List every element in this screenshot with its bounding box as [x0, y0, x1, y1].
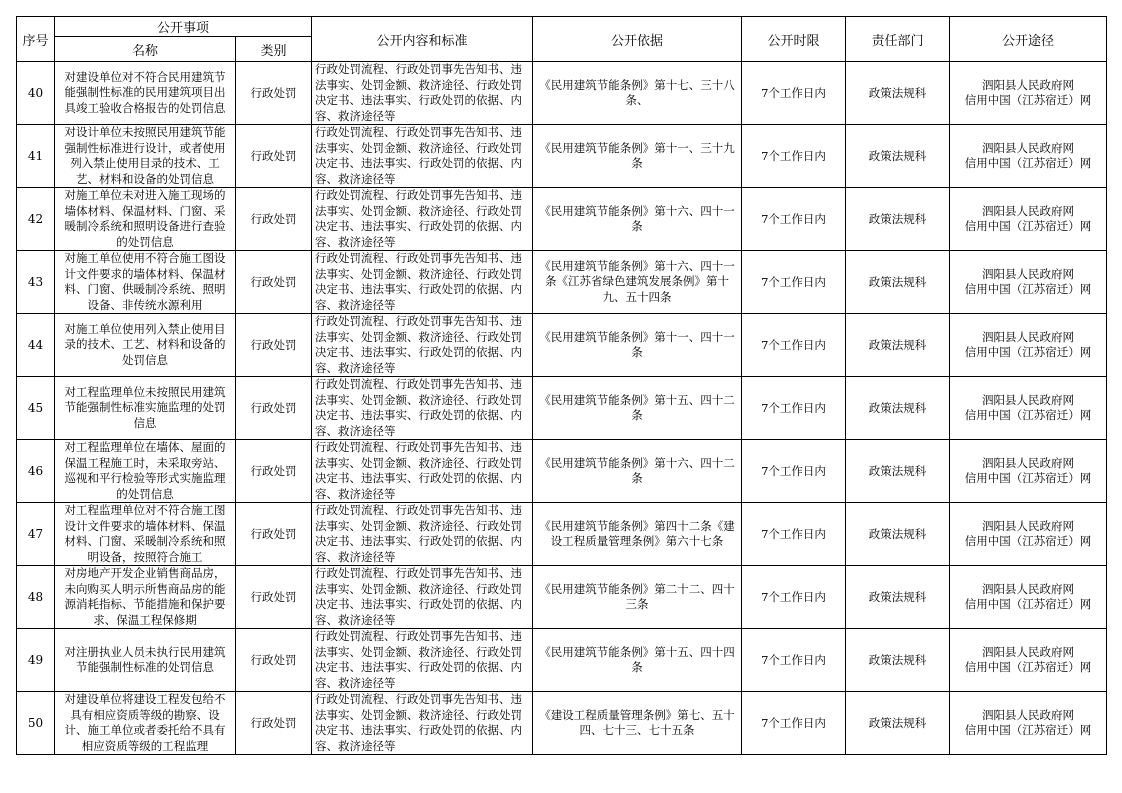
row-number: 44: [17, 314, 55, 377]
item-department: 政策法规科: [846, 188, 950, 251]
item-channel: [950, 330, 1106, 361]
item-content: 行政处罚流程、行政处罚事先告知书、违法事实、处罚金额、救济途径、行政处罚决定书、违法事实、行政处罚的依据、内容、救济途径等: [315, 440, 523, 501]
item-channel: [950, 456, 1106, 487]
item-time-limit: 7个工作日内: [742, 566, 846, 629]
channel-credit-site: 信用中国（江苏宿迁）网: [964, 597, 1092, 611]
item-department: 政策法规科: [846, 314, 950, 377]
item-content: 行政处罚流程、行政处罚事先告知书、违法事实、处罚金额、救济途径、行政处罚决定书、违法事实、行政处罚的依据、内容、救济途径等: [315, 314, 523, 375]
channel-government-site: 泗阳县人民政府网: [982, 707, 1075, 722]
channel-credit-site: 信用中国（江苏宿迁）网: [964, 219, 1092, 233]
item-department: 政策法规科: [846, 125, 950, 188]
channel-government-site: 泗阳县人民政府网: [982, 77, 1075, 92]
table-row: [17, 377, 1107, 440]
item-category: 行政处罚: [236, 629, 312, 692]
item-content: 行政处罚流程、行政处罚事先告知书、违法事实、处罚金额、救济途径、行政处罚决定书、违法事实、行政处罚的依据、内容、救济途径等: [315, 566, 523, 627]
channel-credit-site: 信用中国（江苏宿迁）网: [964, 471, 1092, 485]
item-channel: [950, 582, 1106, 613]
item-time-limit: 7个工作日内: [742, 503, 846, 566]
row-number: 49: [17, 629, 55, 692]
channel-government-site: 泗阳县人民政府网: [982, 329, 1075, 344]
header-content: 公开内容和标准: [312, 17, 533, 62]
item-department: 政策法规科: [846, 377, 950, 440]
item-category: 行政处罚: [236, 314, 312, 377]
item-name: 对设计单位未按照民用建筑节能强制性标准进行设计，或者使用列入禁止使用目录的技术、工艺、材料和设备的处罚信息: [64, 125, 226, 186]
channel-government-site: 泗阳县人民政府网: [982, 203, 1075, 218]
item-channel: [950, 393, 1106, 424]
row-number: 42: [17, 188, 55, 251]
item-name: 对施工单位未对进入施工现场的墙体材料、保温材料、门窗、采暖制冷系统和照明设备进行查验的处罚信息: [64, 188, 226, 249]
header-time-limit: 公开时限: [742, 17, 846, 62]
item-content: 行政处罚流程、行政处罚事先告知书、违法事实、处罚金额、救济途径、行政处罚决定书、违法事实、行政处罚的依据、内容、救济途径等: [315, 251, 523, 312]
item-name: 对房地产开发企业销售商品房，未向购买人明示所售商品房的能源消耗指标、节能措施和保护要求、保温工程保修期: [64, 566, 226, 627]
item-basis: 《建设工程质量管理条例》第七、五十四、七十三、七十五条: [539, 707, 735, 737]
item-time-limit: 7个工作日内: [742, 377, 846, 440]
row-number: 41: [17, 125, 55, 188]
header-name: 名称: [55, 37, 236, 62]
item-department: 政策法规科: [846, 629, 950, 692]
table-row: [17, 188, 1107, 251]
item-time-limit: 7个工作日内: [742, 62, 846, 125]
channel-credit-site: 信用中国（江苏宿迁）网: [964, 93, 1092, 107]
channel-government-site: 泗阳县人民政府网: [982, 644, 1075, 659]
header-basis: 公开依据: [533, 17, 742, 62]
item-category: 行政处罚: [236, 125, 312, 188]
item-content: 行政处罚流程、行政处罚事先告知书、违法事实、处罚金额、救济途径、行政处罚决定书、违法事实、行政处罚的依据、内容、救济途径等: [315, 377, 523, 438]
channel-government-site: 泗阳县人民政府网: [982, 266, 1075, 281]
item-name: 对施工单位使用不符合施工图设计文件要求的墙体材料、保温材料、门窗、供暖制冷系统、照明设备、非传统水源利用: [64, 251, 226, 312]
item-basis: 《民用建筑节能条例》第十五、四十二条: [539, 392, 735, 422]
item-basis: 《民用建筑节能条例》第十一、三十九条: [539, 140, 735, 170]
item-channel: [950, 645, 1106, 676]
item-time-limit: 7个工作日内: [742, 314, 846, 377]
disclosure-table: [16, 16, 1107, 755]
channel-government-site: 泗阳县人民政府网: [982, 392, 1075, 407]
header-group: 公开事项: [55, 17, 312, 37]
item-time-limit: 7个工作日内: [742, 629, 846, 692]
row-number: 47: [17, 503, 55, 566]
item-category: 行政处罚: [236, 251, 312, 314]
item-category: 行政处罚: [236, 440, 312, 503]
item-content: 行政处罚流程、行政处罚事先告知书、违法事实、处罚金额、救济途径、行政处罚决定书、违法事实、行政处罚的依据、内容、救济途径等: [315, 692, 523, 753]
item-category: 行政处罚: [236, 566, 312, 629]
item-department: 政策法规科: [846, 692, 950, 755]
item-category: 行政处罚: [236, 692, 312, 755]
item-category: 行政处罚: [236, 188, 312, 251]
channel-credit-site: 信用中国（江苏宿迁）网: [964, 156, 1092, 170]
item-channel: [950, 267, 1106, 298]
item-content: 行政处罚流程、行政处罚事先告知书、违法事实、处罚金额、救济途径、行政处罚决定书、违法事实、行政处罚的依据、内容、救济途径等: [315, 125, 523, 186]
item-name: 对施工单位使用列入禁止使用目录的技术、工艺、材料和设备的处罚信息: [64, 321, 226, 367]
item-name: 对工程监理单位在墙体、屋面的保温工程施工时，未采取旁站、巡视和平行检验等形式实施监理的处罚信息: [64, 440, 226, 501]
channel-credit-site: 信用中国（江苏宿迁）网: [964, 534, 1092, 548]
item-content: 行政处罚流程、行政处罚事先告知书、违法事实、处罚金额、救济途径、行政处罚决定书、违法事实、行政处罚的依据、内容、救济途径等: [315, 629, 523, 690]
item-category: 行政处罚: [236, 377, 312, 440]
item-channel: [950, 708, 1106, 739]
item-category: 行政处罚: [236, 62, 312, 125]
item-basis: 《民用建筑节能条例》第十六、四十一条《江苏省绿色建筑发展条例》第十九、五十四条: [539, 258, 735, 304]
table-row: [17, 566, 1107, 629]
item-name: 对注册执业人员未执行民用建筑节能强制性标准的处罚信息: [64, 644, 226, 674]
channel-credit-site: 信用中国（江苏宿迁）网: [964, 723, 1092, 737]
channel-credit-site: 信用中国（江苏宿迁）网: [964, 660, 1092, 674]
row-number: 45: [17, 377, 55, 440]
item-basis: 《民用建筑节能条例》第二十二、四十三条: [539, 581, 735, 611]
item-name: 对建设单位将建设工程发包给不具有相应资质等级的勘察、设计、施工单位或者委托给不具有相应资质等级的工程监理: [64, 692, 226, 753]
channel-government-site: 泗阳县人民政府网: [982, 581, 1075, 596]
item-content: 行政处罚流程、行政处罚事先告知书、违法事实、处罚金额、救济途径、行政处罚决定书、违法事实、行政处罚的依据、内容、救济途径等: [315, 503, 523, 564]
channel-government-site: 泗阳县人民政府网: [982, 140, 1075, 155]
item-basis: 《民用建筑节能条例》第四十二条《建设工程质量管理条例》第六十七条: [539, 518, 735, 548]
item-name: 对工程监理单位未按照民用建筑节能强制性标准实施监理的处罚信息: [64, 384, 226, 430]
item-time-limit: 7个工作日内: [742, 440, 846, 503]
table-row: [17, 251, 1107, 314]
item-department: 政策法规科: [846, 440, 950, 503]
item-channel: [950, 78, 1106, 109]
item-basis: 《民用建筑节能条例》第十一、四十一条: [539, 329, 735, 359]
row-number: 50: [17, 692, 55, 755]
item-channel: [950, 141, 1106, 172]
header-seq: 序号: [17, 17, 55, 62]
item-channel: [950, 519, 1106, 550]
table-row: [17, 440, 1107, 503]
channel-government-site: 泗阳县人民政府网: [982, 455, 1075, 470]
header-category: 类别: [236, 37, 312, 62]
item-basis: 《民用建筑节能条例》第十六、四十二条: [539, 455, 735, 485]
row-number: 43: [17, 251, 55, 314]
header-channel: 公开途径: [950, 17, 1107, 62]
table-row: [17, 503, 1107, 566]
channel-credit-site: 信用中国（江苏宿迁）网: [964, 345, 1092, 359]
item-content: 行政处罚流程、行政处罚事先告知书、违法事实、处罚金额、救济途径、行政处罚决定书、违法事实、行政处罚的依据、内容、救济途径等: [315, 62, 523, 123]
header-department: 责任部门: [846, 17, 950, 62]
channel-government-site: 泗阳县人民政府网: [982, 518, 1075, 533]
item-basis: 《民用建筑节能条例》第十七、三十八条、: [539, 77, 735, 107]
channel-credit-site: 信用中国（江苏宿迁）网: [964, 282, 1092, 296]
table-row: [17, 692, 1107, 755]
row-number: 48: [17, 566, 55, 629]
item-department: 政策法规科: [846, 566, 950, 629]
item-category: 行政处罚: [236, 503, 312, 566]
item-time-limit: 7个工作日内: [742, 251, 846, 314]
channel-credit-site: 信用中国（江苏宿迁）网: [964, 408, 1092, 422]
table-row: [17, 314, 1107, 377]
item-department: 政策法规科: [846, 251, 950, 314]
row-number: 46: [17, 440, 55, 503]
item-name: 对工程监理单位对不符合施工图设计文件要求的墙体材料、保温材料、门窗、采暖制冷系统和照明设备，按照符合施工: [64, 503, 226, 564]
item-department: 政策法规科: [846, 62, 950, 125]
item-time-limit: 7个工作日内: [742, 125, 846, 188]
item-time-limit: 7个工作日内: [742, 692, 846, 755]
item-content: 行政处罚流程、行政处罚事先告知书、违法事实、处罚金额、救济途径、行政处罚决定书、违法事实、行政处罚的依据、内容、救济途径等: [315, 188, 523, 249]
item-channel: [950, 204, 1106, 235]
item-name: 对建设单位对不符合民用建筑节能强制性标准的民用建筑项目出具竣工验收合格报告的处罚信息: [64, 69, 226, 115]
item-time-limit: 7个工作日内: [742, 188, 846, 251]
item-department: 政策法规科: [846, 503, 950, 566]
table-row: [17, 629, 1107, 692]
item-basis: 《民用建筑节能条例》第十五、四十四条: [539, 644, 735, 674]
row-number: 40: [17, 62, 55, 125]
item-basis: 《民用建筑节能条例》第十六、四十一条: [539, 203, 735, 233]
table-row: [17, 62, 1107, 125]
table-row: [17, 125, 1107, 188]
